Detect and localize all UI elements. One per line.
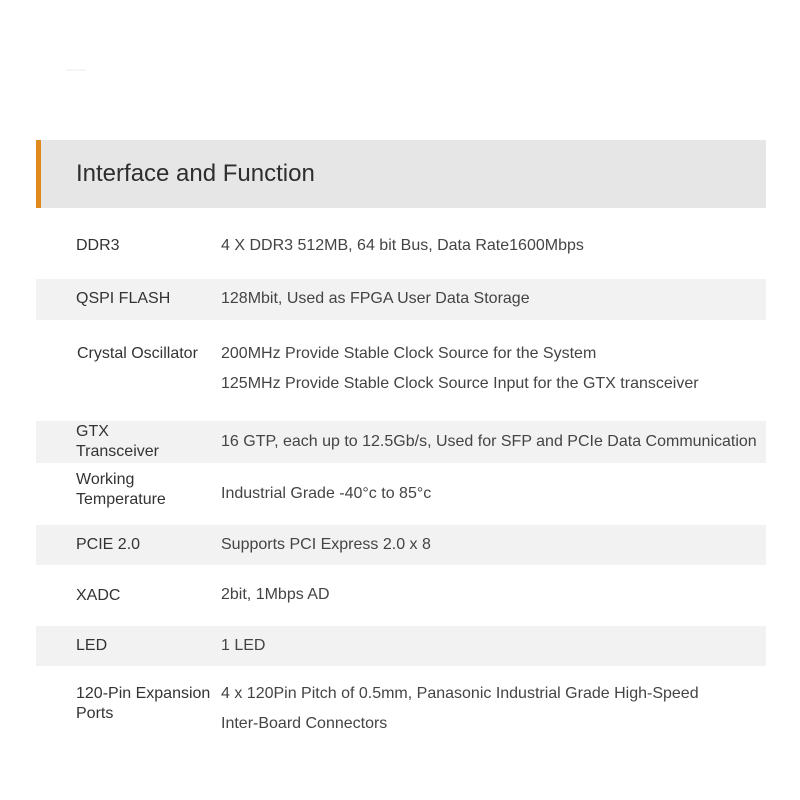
spec-label: XADC	[76, 587, 121, 604]
decorative-mark	[66, 69, 86, 71]
spec-value: 1 LED	[221, 637, 266, 654]
spec-row-expansion-ports	[36, 676, 766, 746]
spec-row-led	[36, 626, 766, 666]
spec-value: 4 X DDR3 512MB, 64 bit Bus, Data Rate1600Mbps	[221, 237, 584, 254]
spec-label: PCIE 2.0	[76, 536, 141, 553]
spec-label: Working Temperature	[76, 471, 166, 508]
spec-label: QSPI FLASH	[76, 290, 171, 307]
spec-value: Supports PCI Express 2.0 x 8	[221, 536, 431, 553]
spec-value: 128Mbit, Used as FPGA User Data Storage	[221, 290, 530, 307]
spec-value: 200MHz Provide Stable Clock Source for the System	[221, 345, 597, 362]
spec-label: 120-Pin Expansion Ports	[76, 685, 211, 722]
spec-row-xadc	[36, 574, 766, 618]
spec-row-crystal-oscillator	[36, 334, 766, 410]
spec-label: DDR3	[76, 237, 120, 254]
spec-row-qspi-flash	[36, 279, 766, 320]
spec-row-working-temperature	[36, 468, 766, 524]
spec-label: GTX Transceiver	[76, 423, 159, 460]
spec-row-ddr3	[36, 224, 766, 268]
spec-value: Inter-Board Connectors	[221, 715, 388, 732]
spec-row-gtx-transceiver	[36, 421, 766, 463]
spec-label: Crystal Oscillator	[77, 345, 198, 362]
spec-row-pcie	[36, 525, 766, 565]
section-header	[36, 140, 766, 208]
spec-value: 16 GTP, each up to 12.5Gb/s, Used for SFP and PCIe Data Communication	[221, 433, 757, 450]
spec-value: Industrial Grade -40°c to 85°c	[221, 485, 432, 502]
spec-value: 4 x 120Pin Pitch of 0.5mm, Panasonic Industrial Grade High-Speed	[221, 685, 699, 702]
section-title: Interface and Function	[76, 160, 315, 187]
spec-value: 2bit, 1Mbps AD	[221, 586, 330, 603]
accent-bar	[36, 140, 41, 208]
spec-label: LED	[76, 637, 108, 654]
spec-value: 125MHz Provide Stable Clock Source Input for the GTX transceiver	[221, 375, 699, 392]
